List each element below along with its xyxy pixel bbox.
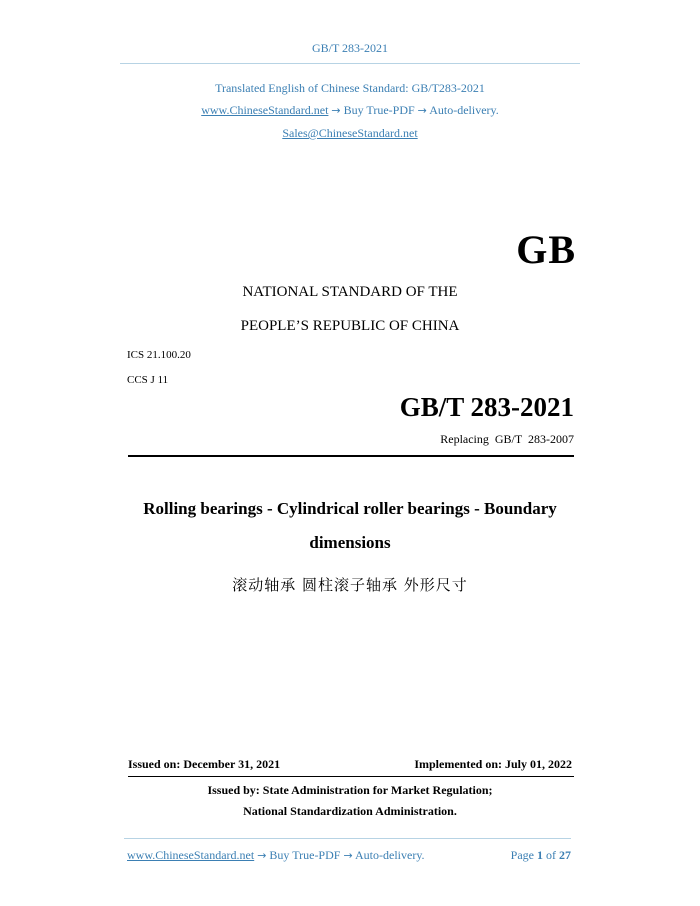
page-total: 27 <box>559 848 571 862</box>
national-standard-line2: PEOPLE’S REPUBLIC OF CHINA <box>240 318 460 334</box>
standard-number: GB/T 283-2021 <box>399 392 574 422</box>
replacing-note: Replacing GB/T 283-2007 <box>440 432 574 446</box>
ccs-code: CCS J 11 <box>127 374 169 386</box>
header-purchase-line <box>0 103 700 118</box>
gb-logo-mark: GB <box>516 227 576 272</box>
issued-by-line2: National Standardization Administration. <box>243 804 457 818</box>
header-site-link[interactable]: www.ChineseStandard.net <box>201 103 329 117</box>
issued-by-line1: Issued by: State Administration for Market Regulation; <box>207 783 493 797</box>
arrow-right-icon: → <box>331 104 341 117</box>
title-divider <box>128 455 574 457</box>
sales-email-link[interactable]: Sales@ChineseStandard.net <box>282 126 418 140</box>
footer-purchase-line <box>127 848 425 863</box>
issued-on-date: Issued on: December 31, 2021 <box>128 757 281 771</box>
page-label: Page <box>510 848 534 862</box>
footer-divider <box>124 838 571 839</box>
arrow-right-icon: → <box>417 104 427 117</box>
page-indicator <box>511 848 571 863</box>
page-of-label: of <box>546 848 556 862</box>
page-current: 1 <box>537 848 543 862</box>
ics-code: ICS 21.100.20 <box>127 349 191 361</box>
document-title-chinese: 滚动轴承 圆柱滚子轴承 外形尺寸 <box>232 576 468 594</box>
national-standard-line1: NATIONAL STANDARD OF THE <box>242 284 458 300</box>
footer-delivery-text: Auto-delivery. <box>355 848 425 862</box>
header-buy-text: Buy True-PDF <box>343 103 415 117</box>
header-email-line <box>0 126 700 141</box>
arrow-right-icon: → <box>343 849 353 862</box>
footer-buy-text: Buy True-PDF <box>269 848 341 862</box>
implemented-on-date: Implemented on: July 01, 2022 <box>414 757 572 771</box>
translated-notice: Translated English of Chinese Standard: GB/T283-2021 <box>215 81 485 95</box>
header-divider <box>120 63 580 64</box>
arrow-right-icon: → <box>257 849 267 862</box>
running-header-title: GB/T 283-2021 <box>311 41 389 55</box>
header-delivery-text: Auto-delivery. <box>429 103 499 117</box>
document-title-english: Rolling bearings - Cylindrical roller bearings - Boundary dimensions <box>143 499 557 552</box>
issue-divider <box>128 776 574 777</box>
footer-site-link[interactable]: www.ChineseStandard.net <box>127 848 255 862</box>
